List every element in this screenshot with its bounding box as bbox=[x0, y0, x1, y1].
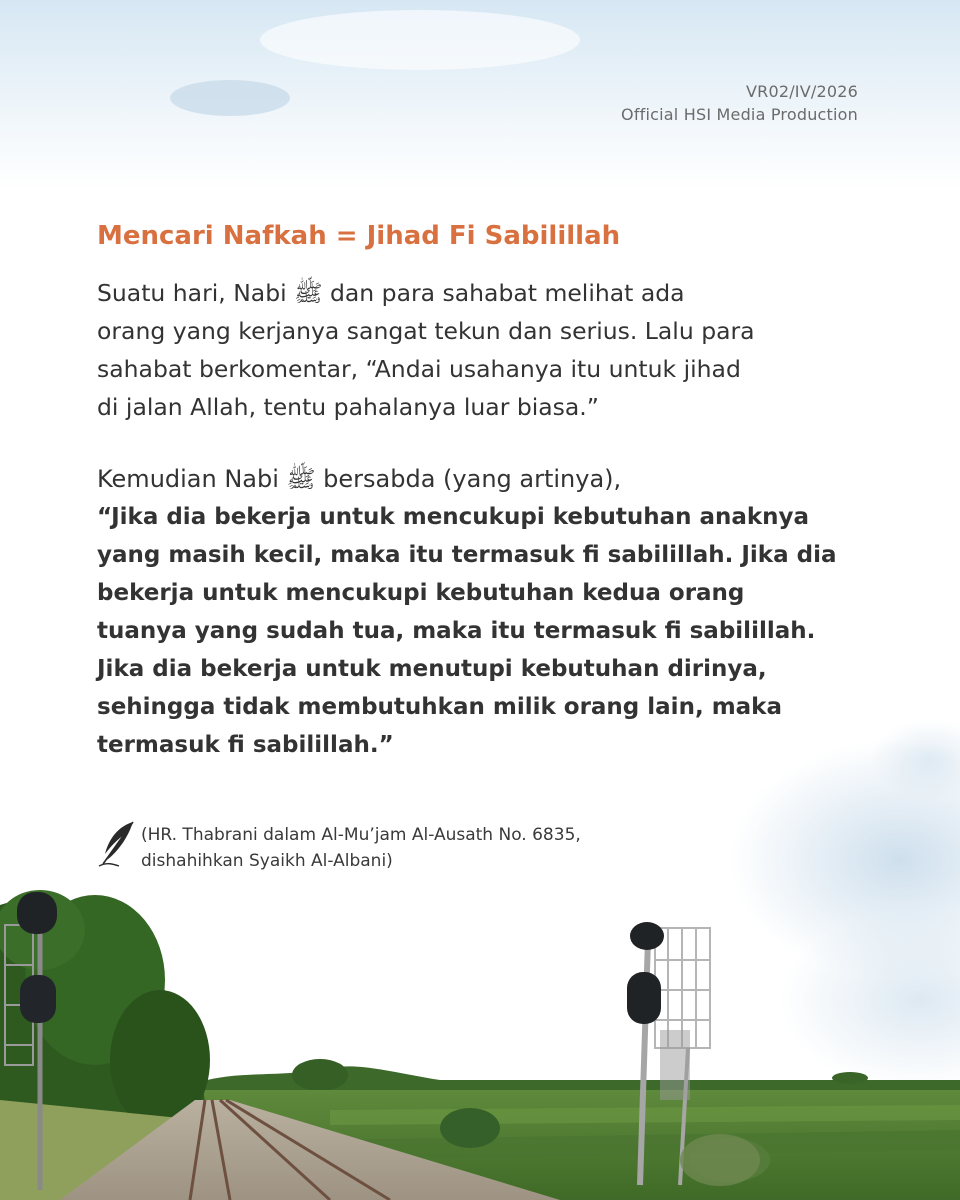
quote-line: tuanya yang sudah tua, maka itu termasuk fi sabilillah. bbox=[97, 618, 816, 644]
hadith-source bbox=[97, 822, 581, 874]
source-text bbox=[141, 822, 581, 874]
quote-line: bekerja untuk mencukupi kebutuhan kedua orang bbox=[97, 580, 745, 606]
intro-line: di jalan Allah, tentu pahalanya luar biasa.” bbox=[97, 393, 599, 421]
quote-line: Jika dia bekerja untuk menutupi kebutuhan dirinya, bbox=[97, 656, 767, 682]
quote-line: sehingga tidak membutuhkan milik orang lain, maka bbox=[97, 694, 782, 720]
intro-line: sahabat berkomentar, “Andai usahanya itu untuk jihad bbox=[97, 355, 741, 383]
quill-icon bbox=[97, 820, 137, 868]
source-line: (HR. Thabrani dalam Al-Mu’jam Al-Ausath No. 6835, bbox=[141, 825, 581, 845]
paragraph-spacer bbox=[97, 426, 837, 460]
article bbox=[97, 218, 837, 764]
cloud-top bbox=[170, 80, 290, 116]
production-label: Official HSI Media Production bbox=[621, 105, 858, 124]
intro-paragraph bbox=[97, 274, 837, 426]
quote-line: “Jika dia bekerja untuk mencukupi kebutuhan anaknya bbox=[97, 504, 810, 530]
credits bbox=[621, 80, 858, 126]
quote-line: yang masih kecil, maka itu termasuk fi sabilillah. Jika dia bbox=[97, 542, 837, 568]
intro-line: orang yang kerjanya sangat tekun dan serius. Lalu para bbox=[97, 317, 755, 345]
quote-line: termasuk fi sabilillah.” bbox=[97, 732, 394, 758]
release-code: VR02/IV/2026 bbox=[746, 82, 858, 101]
intro-line: Suatu hari, Nabi ﷺ dan para sahabat melihat ada bbox=[97, 279, 685, 307]
hadith-quote bbox=[97, 498, 837, 764]
hadith-paragraph bbox=[97, 460, 837, 764]
source-line: dishahihkan Syaikh Al-Albani) bbox=[141, 851, 393, 871]
article-title: Mencari Nafkah = Jihad Fi Sabilillah bbox=[97, 221, 621, 251]
lead-line: Kemudian Nabi ﷺ bersabda (yang artinya), bbox=[97, 465, 622, 493]
